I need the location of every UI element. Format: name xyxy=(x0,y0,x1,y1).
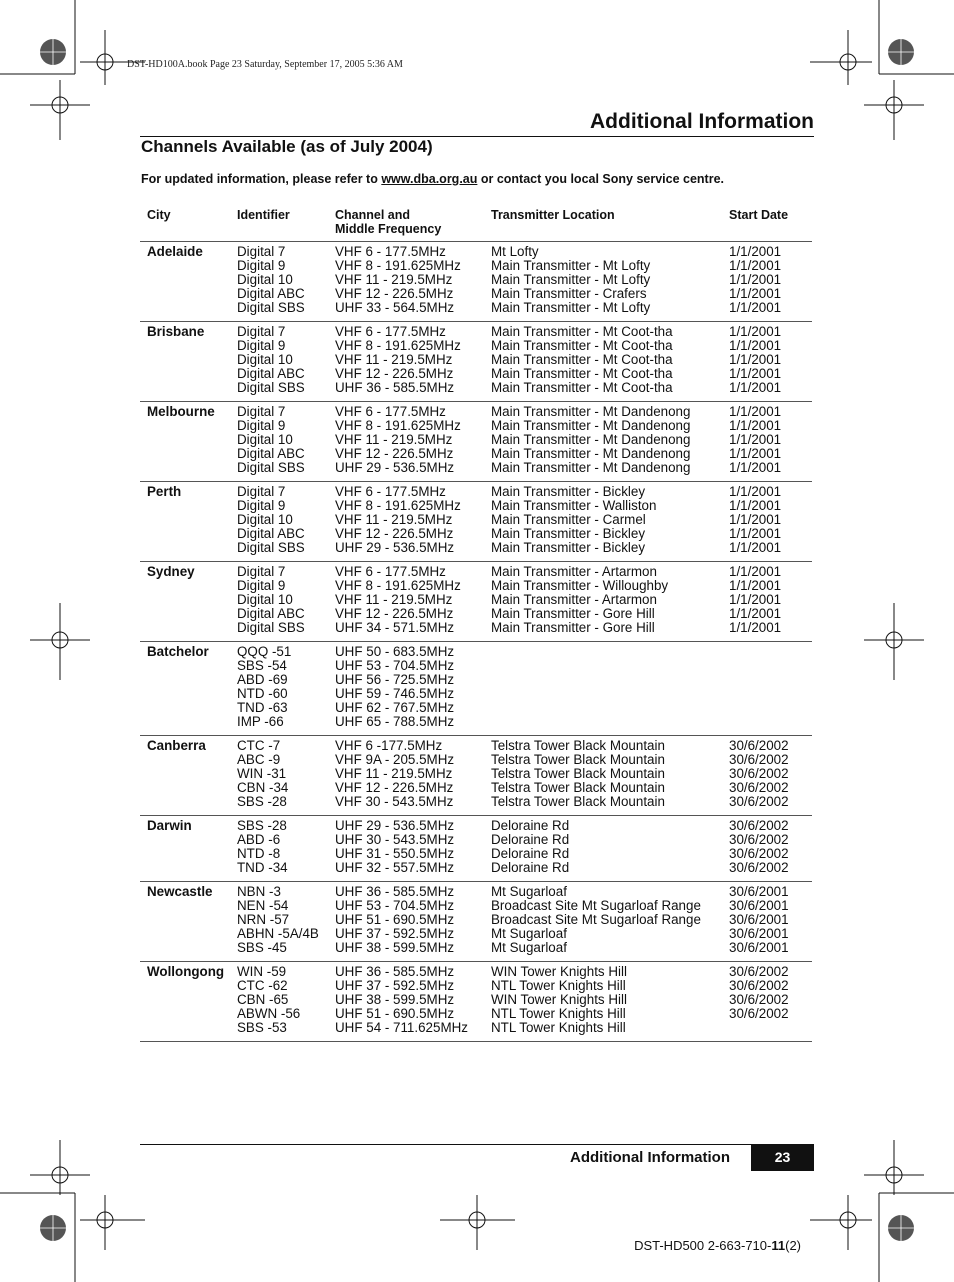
identifier-cell: SBS -28 xyxy=(237,794,287,809)
transmitter-cell: Mt Sugarloaf xyxy=(491,884,567,899)
channel-cell: VHF 11 - 219.5MHz xyxy=(335,432,453,447)
transmitter-cell: Main Transmitter - Mt Coot-tha xyxy=(491,380,673,395)
channel-cell: VHF 6 - 177.5MHz xyxy=(335,404,446,419)
channel-cell: VHF 12 - 226.5MHz xyxy=(335,366,454,381)
identifier-column xyxy=(237,965,335,1035)
channel-cell: UHF 54 - 711.625MHz xyxy=(335,1020,468,1035)
channel-column xyxy=(335,739,491,809)
date-cell: 1/1/2001 xyxy=(729,300,782,315)
channel-cell: VHF 6 - 177.5MHz xyxy=(335,244,446,259)
date-cell: 1/1/2001 xyxy=(729,606,782,621)
channel-cell: VHF 12 - 226.5MHz xyxy=(335,286,454,301)
channel-cell: UHF 38 - 599.5MHz xyxy=(335,940,455,955)
identifier-cell: Digital SBS xyxy=(237,460,305,475)
channel-cell: VHF 11 - 219.5MHz xyxy=(335,512,453,527)
identifier-cell: ABC -9 xyxy=(237,752,281,767)
date-cell: 1/1/2001 xyxy=(729,484,782,499)
transmitter-column xyxy=(491,485,729,555)
channel-column xyxy=(335,885,491,955)
channel-column xyxy=(335,485,491,555)
transmitter-cell: Main Transmitter - Mt Coot-tha xyxy=(491,366,673,381)
date-cell: 1/1/2001 xyxy=(729,286,782,301)
channel-cell: UHF 37 - 592.5MHz xyxy=(335,926,455,941)
transmitter-cell: Main Transmitter - Bickley xyxy=(491,526,646,541)
transmitter-cell: Broadcast Site Mt Sugarloaf Range xyxy=(491,898,701,913)
date-cell: 30/6/2002 xyxy=(729,992,789,1007)
identifier-cell: Digital SBS xyxy=(237,380,305,395)
identifier-cell: ABD -69 xyxy=(237,672,288,687)
identifier-column xyxy=(237,645,335,729)
transmitter-cell: Main Transmitter - Artarmon xyxy=(491,564,657,579)
city-cell: Newcastle xyxy=(147,884,213,899)
channel-cell: UHF 29 - 536.5MHz xyxy=(335,540,455,555)
table-row xyxy=(140,816,812,882)
city-cell: Sydney xyxy=(147,564,195,579)
transmitter-cell: Deloraine Rd xyxy=(491,860,570,875)
identifier-cell: SBS -54 xyxy=(237,658,287,673)
transmitter-cell: Telstra Tower Black Mountain xyxy=(491,752,665,767)
channel-column xyxy=(335,565,491,635)
channel-cell: UHF 59 - 746.5MHz xyxy=(335,686,455,701)
identifier-column xyxy=(237,739,335,809)
identifier-cell: TND -34 xyxy=(237,860,288,875)
channel-cell: UHF 36 - 585.5MHz xyxy=(335,884,455,899)
channel-column xyxy=(335,965,491,1035)
date-column xyxy=(729,245,812,315)
channel-cell: VHF 8 - 191.625MHz xyxy=(335,578,461,593)
identifier-cell: Digital 10 xyxy=(237,272,293,287)
channel-cell: UHF 32 - 557.5MHz xyxy=(335,860,455,875)
transmitter-cell: Main Transmitter - Mt Dandenong xyxy=(491,418,691,433)
transmitter-cell: Main Transmitter - Walliston xyxy=(491,498,657,513)
city-cell: Darwin xyxy=(147,818,192,833)
identifier-cell: NEN -54 xyxy=(237,898,289,913)
date-cell: 1/1/2001 xyxy=(729,366,782,381)
identifier-cell: ABWN -56 xyxy=(237,1006,301,1021)
identifier-cell: NTD -60 xyxy=(237,686,288,701)
city-cell: Wollongong xyxy=(147,964,225,979)
date-cell: 1/1/2001 xyxy=(729,540,782,555)
identifier-cell: Digital 7 xyxy=(237,564,286,579)
transmitter-column xyxy=(491,885,729,955)
table-row xyxy=(140,562,812,642)
intro-before: For updated information, please refer to xyxy=(141,172,382,186)
identifier-cell: Digital SBS xyxy=(237,540,305,555)
doc-code-prefix: DST-HD500 2-663-710- xyxy=(634,1238,772,1253)
date-column xyxy=(729,645,812,729)
identifier-cell: Digital ABC xyxy=(237,286,305,301)
transmitter-cell: Main Transmitter - Bickley xyxy=(491,540,646,555)
date-cell: 1/1/2001 xyxy=(729,432,782,447)
date-column xyxy=(729,405,812,475)
transmitter-cell: Main Transmitter - Mt Coot-tha xyxy=(491,352,673,367)
transmitter-cell: Main Transmitter - Mt Coot-tha xyxy=(491,324,673,339)
identifier-column xyxy=(237,325,335,395)
transmitter-cell: Main Transmitter - Crafers xyxy=(491,286,647,301)
date-cell: 1/1/2001 xyxy=(729,446,782,461)
page-number: 23 xyxy=(751,1145,814,1171)
identifier-cell: NRN -57 xyxy=(237,912,290,927)
transmitter-cell: Mt Lofty xyxy=(491,244,539,259)
date-cell: 30/6/2002 xyxy=(729,978,789,993)
identifier-cell: Digital ABC xyxy=(237,606,305,621)
date-cell: 1/1/2001 xyxy=(729,404,782,419)
channel-cell: UHF 51 - 690.5MHz xyxy=(335,1006,455,1021)
date-cell: 1/1/2001 xyxy=(729,564,782,579)
identifier-cell: Digital 9 xyxy=(237,578,286,593)
transmitter-column xyxy=(491,325,729,395)
channel-cell: UHF 36 - 585.5MHz xyxy=(335,964,455,979)
date-cell: 1/1/2001 xyxy=(729,460,782,475)
channel-cell: UHF 33 - 564.5MHz xyxy=(335,300,455,315)
channel-cell: VHF 8 - 191.625MHz xyxy=(335,498,461,513)
date-cell: 1/1/2001 xyxy=(729,498,782,513)
transmitter-cell: WIN Tower Knights Hill xyxy=(491,992,627,1007)
table-row xyxy=(140,882,812,962)
channel-cell: VHF 8 - 191.625MHz xyxy=(335,338,461,353)
table-row xyxy=(140,322,812,402)
table-body xyxy=(140,242,812,1042)
transmitter-cell: Telstra Tower Black Mountain xyxy=(491,780,665,795)
transmitter-cell: Main Transmitter - Gore Hill xyxy=(491,620,655,635)
channel-cell: VHF 12 - 226.5MHz xyxy=(335,780,454,795)
date-column xyxy=(729,965,812,1035)
date-cell: 30/6/2002 xyxy=(729,818,789,833)
transmitter-cell: WIN Tower Knights Hill xyxy=(491,964,627,979)
identifier-cell: CTC -62 xyxy=(237,978,288,993)
channel-cell: VHF 8 - 191.625MHz xyxy=(335,418,461,433)
date-cell: 30/6/2002 xyxy=(729,832,789,847)
transmitter-cell: Mt Sugarloaf xyxy=(491,940,567,955)
channel-cell: UHF 50 - 683.5MHz xyxy=(335,644,455,659)
city-cell: Perth xyxy=(147,484,182,499)
transmitter-cell: Main Transmitter - Carmel xyxy=(491,512,646,527)
identifier-cell: Digital 7 xyxy=(237,244,286,259)
date-cell: 1/1/2001 xyxy=(729,244,782,259)
channel-cell: UHF 30 - 543.5MHz xyxy=(335,832,455,847)
transmitter-cell: NTL Tower Knights Hill xyxy=(491,1006,626,1021)
identifier-cell: SBS -45 xyxy=(237,940,287,955)
identifier-cell: TND -63 xyxy=(237,700,288,715)
channel-cell: UHF 62 - 767.5MHz xyxy=(335,700,455,715)
channel-cell: VHF 12 - 226.5MHz xyxy=(335,606,454,621)
identifier-column xyxy=(237,819,335,875)
date-cell: 30/6/2002 xyxy=(729,780,789,795)
dba-link[interactable]: www.dba.org.au xyxy=(381,172,478,186)
identifier-cell: Digital SBS xyxy=(237,300,305,315)
identifier-cell: WIN -31 xyxy=(237,766,287,781)
channel-cell: VHF 8 - 191.625MHz xyxy=(335,258,461,273)
transmitter-cell: Main Transmitter - Mt Dandenong xyxy=(491,404,691,419)
channel-cell: UHF 29 - 536.5MHz xyxy=(335,460,455,475)
identifier-cell: Digital 10 xyxy=(237,512,293,527)
channel-cell: UHF 53 - 704.5MHz xyxy=(335,898,455,913)
date-cell: 1/1/2001 xyxy=(729,258,782,273)
channel-cell: VHF 9A - 205.5MHz xyxy=(335,752,455,767)
channel-cell: UHF 38 - 599.5MHz xyxy=(335,992,455,1007)
date-cell: 30/6/2001 xyxy=(729,940,789,955)
channel-cell: VHF 11 - 219.5MHz xyxy=(335,272,453,287)
identifier-cell: SBS -53 xyxy=(237,1020,287,1035)
channel-cell: UHF 51 - 690.5MHz xyxy=(335,912,455,927)
identifier-cell: Digital ABC xyxy=(237,366,305,381)
date-cell: 30/6/2002 xyxy=(729,1006,789,1021)
date-cell: 1/1/2001 xyxy=(729,592,782,607)
channel-cell: VHF 11 - 219.5MHz xyxy=(335,352,453,367)
transmitter-cell: Main Transmitter - Mt Dandenong xyxy=(491,460,691,475)
identifier-cell: IMP -66 xyxy=(237,714,284,729)
identifier-column xyxy=(237,245,335,315)
identifier-cell: NTD -8 xyxy=(237,846,281,861)
transmitter-cell: Main Transmitter - Mt Coot-tha xyxy=(491,338,673,353)
table-row xyxy=(140,642,812,736)
date-cell: 1/1/2001 xyxy=(729,578,782,593)
transmitter-cell: Main Transmitter - Gore Hill xyxy=(491,606,655,621)
date-column xyxy=(729,819,812,875)
transmitter-column xyxy=(491,739,729,809)
transmitter-cell: Main Transmitter - Bickley xyxy=(491,484,646,499)
channel-cell: UHF 36 - 585.5MHz xyxy=(335,380,455,395)
transmitter-column xyxy=(491,565,729,635)
date-cell: 30/6/2002 xyxy=(729,738,789,753)
transmitter-cell: Deloraine Rd xyxy=(491,832,570,847)
transmitter-cell: Mt Sugarloaf xyxy=(491,926,567,941)
doc-code-suffix: (2) xyxy=(785,1238,801,1253)
identifier-column xyxy=(237,485,335,555)
footer-rule xyxy=(140,1144,814,1145)
channel-cell: UHF 37 - 592.5MHz xyxy=(335,978,455,993)
header-channel xyxy=(335,208,491,236)
section-header xyxy=(140,108,814,137)
channel-column xyxy=(335,405,491,475)
transmitter-cell: Telstra Tower Black Mountain xyxy=(491,738,665,753)
transmitter-cell: Deloraine Rd xyxy=(491,818,570,833)
channel-cell: VHF 12 - 226.5MHz xyxy=(335,446,454,461)
date-cell: 30/6/2001 xyxy=(729,884,789,899)
date-cell: 1/1/2001 xyxy=(729,526,782,541)
transmitter-cell: Deloraine Rd xyxy=(491,846,570,861)
identifier-cell: ABD -6 xyxy=(237,832,281,847)
date-cell: 30/6/2001 xyxy=(729,898,789,913)
date-cell: 30/6/2002 xyxy=(729,752,789,767)
identifier-cell: Digital ABC xyxy=(237,446,305,461)
date-column xyxy=(729,739,812,809)
transmitter-cell: Main Transmitter - Mt Dandenong xyxy=(491,432,691,447)
table-row xyxy=(140,962,812,1042)
identifier-cell: Digital 9 xyxy=(237,498,286,513)
identifier-cell: Digital 9 xyxy=(237,258,286,273)
channel-column xyxy=(335,325,491,395)
channel-cell: VHF 6 - 177.5MHz xyxy=(335,564,446,579)
identifier-cell: Digital 10 xyxy=(237,432,293,447)
channel-cell: UHF 56 - 725.5MHz xyxy=(335,672,455,687)
page-title: Channels Available (as of July 2004) xyxy=(141,137,433,156)
transmitter-cell: Main Transmitter - Mt Dandenong xyxy=(491,446,691,461)
date-column xyxy=(729,885,812,955)
channel-cell: VHF 6 -177.5MHz xyxy=(335,738,443,753)
doc-code xyxy=(634,1238,801,1253)
header-channel-line1: Channel and xyxy=(335,208,411,222)
identifier-cell: CTC -7 xyxy=(237,738,281,753)
transmitter-column xyxy=(491,405,729,475)
identifier-cell: Digital 9 xyxy=(237,418,286,433)
transmitter-cell: Main Transmitter - Mt Lofty xyxy=(491,258,651,273)
channels-table xyxy=(140,208,812,1042)
date-column xyxy=(729,325,812,395)
header-start-date: Start Date xyxy=(729,208,789,222)
date-cell: 30/6/2001 xyxy=(729,926,789,941)
identifier-cell: QQQ -51 xyxy=(237,644,292,659)
identifier-cell: WIN -59 xyxy=(237,964,287,979)
identifier-cell: CBN -34 xyxy=(237,780,289,795)
date-cell: 30/6/2002 xyxy=(729,964,789,979)
header-transmitter: Transmitter Location xyxy=(491,208,615,222)
identifier-cell: Digital 9 xyxy=(237,338,286,353)
date-cell: 1/1/2001 xyxy=(729,272,782,287)
identifier-cell: Digital 10 xyxy=(237,592,293,607)
header-channel-line2: Middle Frequency xyxy=(335,222,442,236)
transmitter-column xyxy=(491,965,729,1035)
transmitter-cell: Main Transmitter - Artarmon xyxy=(491,592,657,607)
channel-cell: UHF 34 - 571.5MHz xyxy=(335,620,455,635)
header-identifier: Identifier xyxy=(237,208,290,222)
header-city: City xyxy=(147,208,171,222)
city-cell: Adelaide xyxy=(147,244,203,259)
identifier-cell: Digital SBS xyxy=(237,620,305,635)
transmitter-cell: NTL Tower Knights Hill xyxy=(491,978,626,993)
transmitter-cell: Main Transmitter - Mt Lofty xyxy=(491,272,651,287)
city-cell: Canberra xyxy=(147,738,206,753)
channel-column xyxy=(335,645,491,729)
identifier-column xyxy=(237,405,335,475)
date-column xyxy=(729,565,812,635)
city-cell: Batchelor xyxy=(147,644,209,659)
date-cell: 30/6/2002 xyxy=(729,860,789,875)
date-cell: 30/6/2001 xyxy=(729,912,789,927)
channel-cell: VHF 6 - 177.5MHz xyxy=(335,324,446,339)
transmitter-cell: Telstra Tower Black Mountain xyxy=(491,766,665,781)
date-cell: 1/1/2001 xyxy=(729,380,782,395)
transmitter-cell: NTL Tower Knights Hill xyxy=(491,1020,626,1035)
date-cell: 30/6/2002 xyxy=(729,794,789,809)
section-header-title: Additional Information xyxy=(590,110,814,133)
city-cell: Brisbane xyxy=(147,324,205,339)
date-cell: 1/1/2001 xyxy=(729,324,782,339)
channel-cell: VHF 11 - 219.5MHz xyxy=(335,766,453,781)
book-info: DST-HD100A.book Page 23 Saturday, September 17, 2005 5:36 AM xyxy=(127,59,403,70)
channel-cell: VHF 12 - 226.5MHz xyxy=(335,526,454,541)
channel-cell: UHF 53 - 704.5MHz xyxy=(335,658,455,673)
transmitter-column xyxy=(491,819,729,875)
transmitter-column xyxy=(491,645,729,729)
date-cell: 1/1/2001 xyxy=(729,338,782,353)
identifier-cell: Digital ABC xyxy=(237,526,305,541)
footer-label: Additional Information xyxy=(570,1149,730,1166)
intro-after: or contact you local Sony service centre. xyxy=(477,172,725,186)
channel-cell: UHF 31 - 550.5MHz xyxy=(335,846,455,861)
table-row xyxy=(140,242,812,322)
date-column xyxy=(729,485,812,555)
transmitter-column xyxy=(491,245,729,315)
channel-column xyxy=(335,819,491,875)
identifier-cell: NBN -3 xyxy=(237,884,281,899)
identifier-cell: SBS -28 xyxy=(237,818,287,833)
identifier-cell: Digital 7 xyxy=(237,484,286,499)
identifier-cell: Digital 7 xyxy=(237,404,286,419)
channel-cell: VHF 6 - 177.5MHz xyxy=(335,484,446,499)
date-cell: 1/1/2001 xyxy=(729,512,782,527)
identifier-cell: Digital 10 xyxy=(237,352,293,367)
date-cell: 1/1/2001 xyxy=(729,352,782,367)
identifier-cell: ABHN -5A/4B xyxy=(237,926,319,941)
identifier-cell: Digital 7 xyxy=(237,324,286,339)
channel-cell: VHF 30 - 543.5MHz xyxy=(335,794,454,809)
city-cell: Melbourne xyxy=(147,404,215,419)
identifier-column xyxy=(237,885,335,955)
date-cell: 1/1/2001 xyxy=(729,620,782,635)
table-row xyxy=(140,402,812,482)
date-cell: 1/1/2001 xyxy=(729,418,782,433)
channel-column xyxy=(335,245,491,315)
intro-text xyxy=(141,172,724,186)
transmitter-cell: Telstra Tower Black Mountain xyxy=(491,794,665,809)
identifier-cell: CBN -65 xyxy=(237,992,289,1007)
table-row xyxy=(140,736,812,816)
date-cell: 30/6/2002 xyxy=(729,846,789,861)
transmitter-cell: Main Transmitter - Mt Lofty xyxy=(491,300,651,315)
identifier-column xyxy=(237,565,335,635)
table-header xyxy=(140,208,812,242)
channel-cell: VHF 11 - 219.5MHz xyxy=(335,592,453,607)
date-cell: 30/6/2002 xyxy=(729,766,789,781)
transmitter-cell: Broadcast Site Mt Sugarloaf Range xyxy=(491,912,701,927)
channel-cell: UHF 29 - 536.5MHz xyxy=(335,818,455,833)
channel-cell: UHF 65 - 788.5MHz xyxy=(335,714,455,729)
doc-code-bold: 11 xyxy=(771,1238,786,1253)
transmitter-cell: Main Transmitter - Willoughby xyxy=(491,578,669,593)
table-row xyxy=(140,482,812,562)
